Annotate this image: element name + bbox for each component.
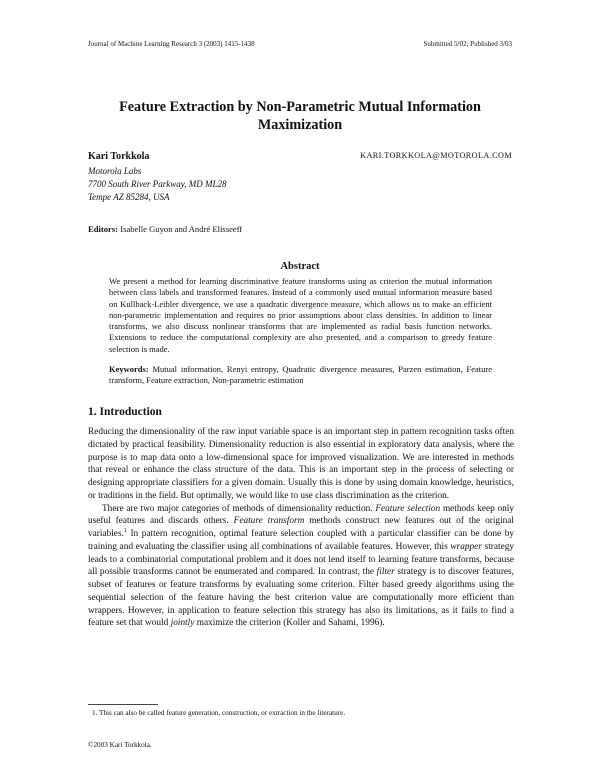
term-wrapper: wrapper xyxy=(450,541,482,552)
section-heading-introduction: 1. Introduction xyxy=(88,406,162,418)
editors-names: Isabelle Guyon and André Elisseeff xyxy=(120,224,243,234)
running-header-journal: Journal of Machine Learning Research 3 (2003) 1415-1438 xyxy=(88,40,255,48)
affiliation-line-3: Tempe AZ 85284, USA xyxy=(88,192,170,202)
abstract-text: We present a method for learning discriminative feature transforms using as criterion the mutual information between class labels and transformed features. Instead of a commonly used mutual information measure based on Kullback-Leibler divergence, we use a quadratic divergence measure, which allows us to make an efficient non-parametric implementation and requires no prior assumptions about class densities. In addition to linear transforms, we also discuss nonlinear transforms that are implemented as radial basis function networks. Extensions to reduce the computational complexity are also presented, and a comparison to greedy feature selection is made. xyxy=(109,276,492,354)
keywords-list: Mutual information, Renyi entropy, Quadratic divergence measures, Parzen estimation, Feature transform, Feature extraction, Non-parametric estimation xyxy=(109,364,492,386)
keywords-label: Keywords: xyxy=(109,364,149,374)
title-line-2: Maximization xyxy=(257,117,343,133)
running-header-dates: Submitted 5/02; Published 3/03 xyxy=(423,40,512,48)
abstract-heading: Abstract xyxy=(280,261,320,272)
footnote-mark[interactable]: 1 xyxy=(123,527,127,534)
footnote-divider xyxy=(88,704,158,705)
intro-paragraph-1: Reducing the dimensionality of the raw input variable space is an important step in pattern recognition tasks often dictated by practical feasibility. Dimensionality reduction is also essential in exploratory data analysis, where the purpose is to map data onto a low-dimensional space for improved visualization. We are interested in methods that reveal or enhance the class structure of the data. This is an important step in the process of selecting or designing appropriate classifiers for a given domain. Usually this is done by using domain knowledge, heuristics, or traditions in the field. But optimally, we would like to use class discrimination as the criterion. xyxy=(88,427,514,501)
affiliation-line-1: Motorola Labs xyxy=(88,166,142,176)
copyright-notice: ©2003 Kari Torkkola. xyxy=(88,741,152,749)
keywords xyxy=(109,364,492,387)
term-filter: filter xyxy=(376,567,395,578)
footnote-1: 1. This can also be called feature generation, construction, or extraction in the literature. xyxy=(92,709,346,717)
author-name: Kari Torkkola xyxy=(88,151,150,162)
term-feature-transform: Feature transform xyxy=(233,516,305,527)
intro-paragraph-2: There are two major categories of methods of dimensionality reduction. Feature selection methods keep only useful features and discards others. Feature transform methods construct new features out of the original variables.$^1$ In pattern recognition, optimal feature selection coupled with a particular classifier can be done by training and evaluating the classifier using all combinations of available features. However, this wrapper strategy leads to a combinatorial computational problem and it does not lend itself to learning feature transforms, because all possible transforms cannot be enumerated and compared. In contrast, the filter strategy is to discover features, subset of features or feature transforms by evaluating some criterion. Filter based greedy algorithms using the sequential selection of the feature having the best criterion value are computationally more efficient than wrappers. However, in application to feature selection this strategy has also its limitations, as it fails to find a feature set that would jointly maximize the criterion (Koller and Sahami, 1996). xyxy=(88,503,515,629)
affiliation-line-2: 7700 South River Parkway, MD ML28 xyxy=(88,179,227,189)
intro-body xyxy=(88,426,514,630)
term-jointly: jointly xyxy=(170,618,195,629)
title-line-1: Feature Extraction by Non-Parametric Mutual Information xyxy=(119,99,481,115)
author-email: KARI.TORKKOLA@MOTOROLA.COM xyxy=(360,151,512,160)
term-feature-selection: Feature selection xyxy=(375,503,441,514)
editors-label: Editors: xyxy=(88,224,119,234)
editors-line xyxy=(88,224,242,234)
paper-title xyxy=(80,98,520,134)
